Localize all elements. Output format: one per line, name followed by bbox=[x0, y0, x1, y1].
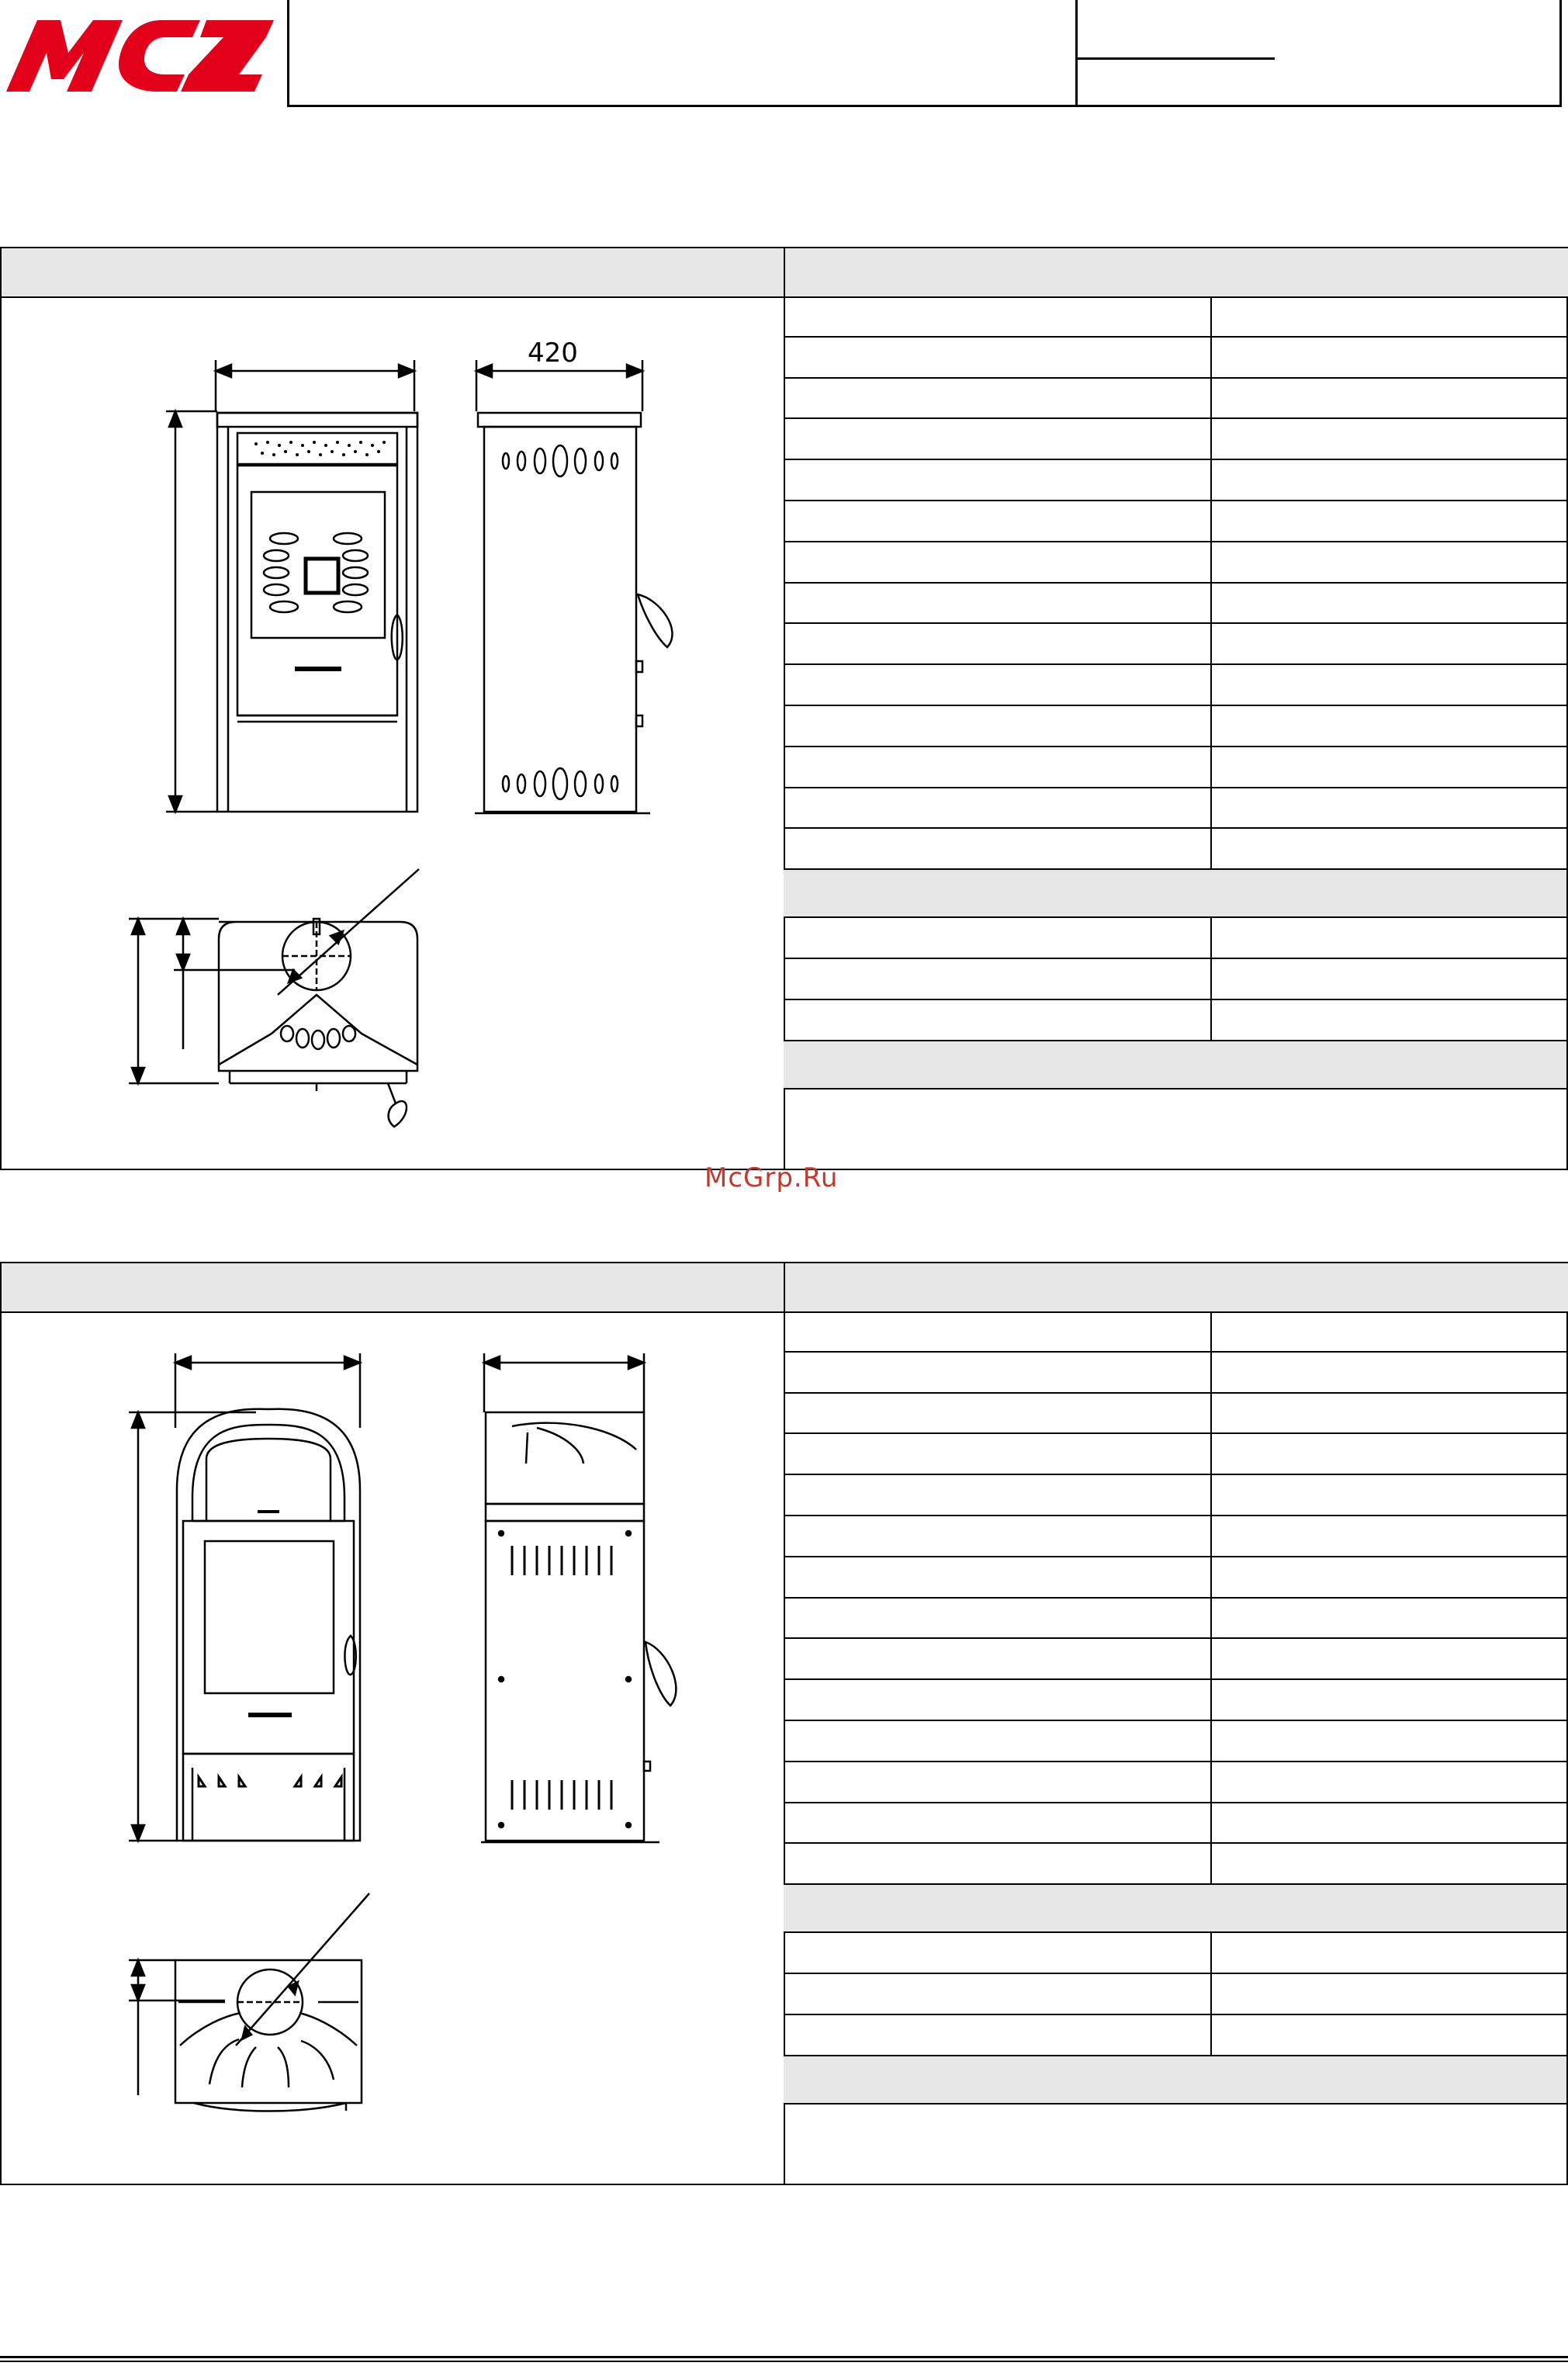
side-view bbox=[481, 1353, 676, 1842]
header-divider bbox=[1075, 0, 1078, 105]
cell-divider bbox=[1210, 584, 1212, 623]
cell-divider bbox=[1210, 1516, 1212, 1556]
spec-row bbox=[784, 1721, 1566, 1762]
spec-row bbox=[784, 788, 1566, 830]
panel-header-right bbox=[785, 1263, 1568, 1313]
spec-row bbox=[784, 460, 1566, 501]
cell-divider bbox=[1210, 1000, 1212, 1040]
cell-divider bbox=[1210, 918, 1212, 958]
spec-row bbox=[784, 1394, 1566, 1435]
cell-divider bbox=[1210, 296, 1212, 336]
cell-divider bbox=[1210, 419, 1212, 459]
cell-divider bbox=[1210, 959, 1212, 999]
cell-divider bbox=[1210, 501, 1212, 541]
cell-divider bbox=[1210, 1475, 1212, 1515]
cell-divider bbox=[1210, 542, 1212, 582]
spec-row bbox=[784, 1933, 1566, 1974]
spec-row bbox=[784, 584, 1566, 625]
cell-divider bbox=[1210, 1353, 1212, 1392]
spec-row bbox=[784, 1762, 1566, 1803]
spec-row bbox=[784, 829, 1566, 870]
cell-divider bbox=[1210, 1933, 1212, 1973]
cell-divider bbox=[1210, 829, 1212, 868]
spec-row bbox=[784, 1557, 1566, 1599]
front-view bbox=[129, 1353, 360, 1841]
spec-row bbox=[784, 501, 1566, 542]
depth-dimension-label: 420 bbox=[528, 338, 578, 369]
spec-row bbox=[784, 1353, 1566, 1394]
cell-divider bbox=[1210, 1394, 1212, 1433]
spec-row bbox=[784, 379, 1566, 420]
spec-row bbox=[784, 1680, 1566, 1721]
cell-divider bbox=[1210, 1557, 1212, 1597]
cell-divider bbox=[1210, 1639, 1212, 1678]
spec-row bbox=[784, 1844, 1566, 1885]
spec-row bbox=[784, 1803, 1566, 1845]
spec-row bbox=[784, 1639, 1566, 1680]
spec-row bbox=[784, 665, 1566, 706]
spec-row bbox=[784, 542, 1566, 584]
cell-divider bbox=[1210, 1803, 1212, 1843]
header-divider-horizontal bbox=[1078, 57, 1275, 60]
cell-divider bbox=[1210, 338, 1212, 377]
spec-row bbox=[784, 706, 1566, 747]
spec-table-1 bbox=[784, 296, 1566, 1169]
panel-header-left bbox=[2, 248, 785, 298]
spec-notes bbox=[784, 1089, 1566, 1169]
cell-divider bbox=[1210, 706, 1212, 746]
spec-notes bbox=[784, 2104, 1566, 2184]
spec-row bbox=[784, 1311, 1566, 1353]
spec-row bbox=[784, 1974, 1566, 2015]
spec-row bbox=[784, 624, 1566, 665]
spec-row bbox=[784, 918, 1566, 959]
spec-row bbox=[784, 747, 1566, 788]
cell-divider bbox=[1210, 1680, 1212, 1720]
spec-subheader bbox=[784, 870, 1566, 918]
logo-text: MCZ bbox=[6, 14, 9, 15]
cell-divider bbox=[1210, 624, 1212, 663]
cell-divider bbox=[1210, 1762, 1212, 1802]
cell-divider bbox=[1210, 747, 1212, 787]
spec-row bbox=[784, 1516, 1566, 1557]
cell-divider bbox=[1210, 665, 1212, 705]
cell-divider bbox=[1210, 379, 1212, 418]
spec-row bbox=[784, 1000, 1566, 1041]
top-view bbox=[129, 1893, 369, 2111]
logo bbox=[6, 14, 274, 93]
cell-divider bbox=[1210, 1721, 1212, 1761]
header-title-box bbox=[287, 0, 1562, 107]
spec-subheader bbox=[784, 1885, 1566, 1933]
cell-divider bbox=[1210, 1974, 1212, 2014]
stove-drawing-2 bbox=[0, 1311, 782, 2184]
spec-row bbox=[784, 296, 1566, 338]
cell-divider bbox=[1210, 788, 1212, 828]
footer-rule bbox=[0, 2356, 1568, 2358]
cell-divider bbox=[1210, 1311, 1212, 1351]
cell-divider bbox=[1210, 1434, 1212, 1474]
watermark: McGrp.Ru bbox=[704, 1162, 839, 1193]
panel-header-left bbox=[2, 1263, 785, 1313]
spec-subheader bbox=[784, 2056, 1566, 2104]
spec-row bbox=[784, 1434, 1566, 1475]
cell-divider bbox=[1210, 1599, 1212, 1638]
panel-header-right bbox=[785, 248, 1568, 298]
stove-drawing-1 bbox=[0, 296, 782, 1169]
spec-row bbox=[784, 419, 1566, 460]
spec-row bbox=[784, 1475, 1566, 1516]
side-view bbox=[475, 338, 672, 813]
footer-rule-2 bbox=[0, 2361, 1568, 2362]
spec-row bbox=[784, 2015, 1566, 2056]
spec-row bbox=[784, 338, 1566, 379]
front-view bbox=[166, 360, 417, 812]
spec-table-2 bbox=[784, 1311, 1566, 2184]
cell-divider bbox=[1210, 460, 1212, 500]
top-view bbox=[129, 869, 419, 1127]
spec-row bbox=[784, 1599, 1566, 1640]
cell-divider bbox=[1210, 1844, 1212, 1883]
cell-divider bbox=[1210, 2015, 1212, 2055]
spec-subheader bbox=[784, 1041, 1566, 1089]
spec-row bbox=[784, 959, 1566, 1000]
